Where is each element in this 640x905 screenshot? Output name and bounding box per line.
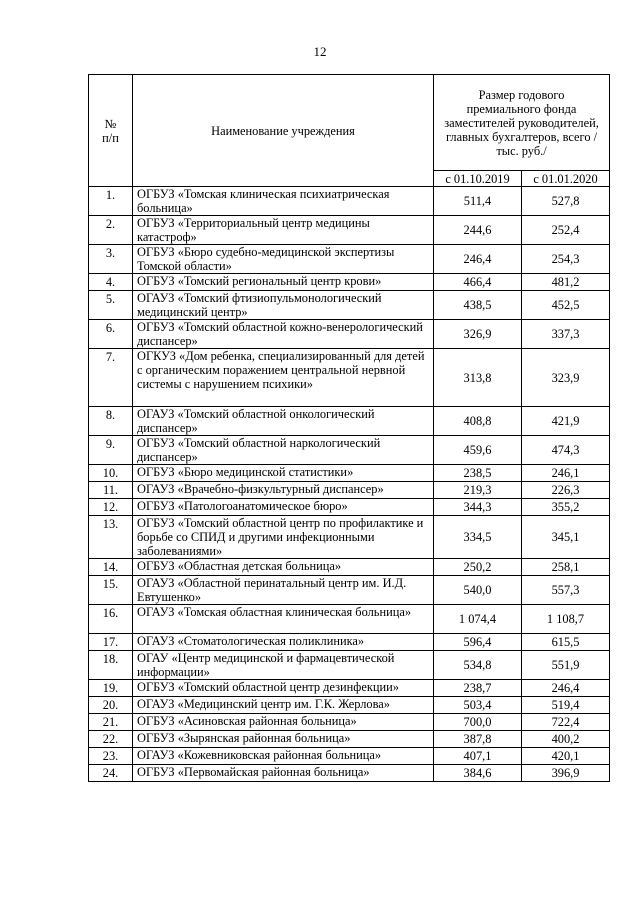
page-number: 12 xyxy=(313,44,327,59)
institution-name: ОГБУЗ «Территориальный центр медицины катастроф» xyxy=(133,216,434,245)
row-number: 20. xyxy=(89,697,133,714)
fund-2020: 420,1 xyxy=(522,748,610,765)
fund-2020: 519,4 xyxy=(522,697,610,714)
fund-2019: 387,8 xyxy=(434,731,522,748)
row-number: 10. xyxy=(89,465,133,482)
institution-name: ОГБУЗ «Областная детская больница» xyxy=(133,559,434,576)
row-number: 18. xyxy=(89,651,133,680)
table-row xyxy=(89,748,610,765)
fund-2019: 511,4 xyxy=(434,187,522,216)
fund-2019: 246,4 xyxy=(434,245,522,274)
institution-name: ОГБУЗ «Томский областной центр дезинфекции» xyxy=(133,680,434,697)
row-number: 3. xyxy=(89,245,133,274)
table-row xyxy=(89,245,610,274)
table-row xyxy=(89,765,610,782)
fund-2020: 551,9 xyxy=(522,651,610,680)
institution-name: ОГБУЗ «Первомайская районная больница» xyxy=(133,765,434,782)
fund-2019: 534,8 xyxy=(434,651,522,680)
row-number: 14. xyxy=(89,559,133,576)
fund-2019: 459,6 xyxy=(434,436,522,465)
fund-2019: 384,6 xyxy=(434,765,522,782)
fund-2020: 481,2 xyxy=(522,274,610,291)
row-number: 7. xyxy=(89,349,133,407)
row-number: 21. xyxy=(89,714,133,731)
institution-name: ОГБУЗ «Томский областной наркологический диспансер» xyxy=(133,436,434,465)
fund-2019: 219,3 xyxy=(434,482,522,499)
institution-name: ОГБУЗ «Томский областной центр по профилактике и борьбе со СПИД и другими инфекционными заболеваниями» xyxy=(133,516,434,559)
fund-2020: 396,9 xyxy=(522,765,610,782)
table-row xyxy=(89,559,610,576)
fund-2020: 345,1 xyxy=(522,516,610,559)
institution-name: ОГАУЗ «Стоматологическая поликлиника» xyxy=(133,634,434,651)
row-number: 8. xyxy=(89,407,133,436)
table-row xyxy=(89,349,610,407)
fund-2019: 408,8 xyxy=(434,407,522,436)
row-number: 15. xyxy=(89,576,133,605)
table-row xyxy=(89,187,610,216)
fund-2019: 466,4 xyxy=(434,274,522,291)
fund-2020: 246,1 xyxy=(522,465,610,482)
fund-2020: 258,1 xyxy=(522,559,610,576)
institution-name: ОГАУЗ «Томский областной онкологический диспансер» xyxy=(133,407,434,436)
fund-2020: 557,3 xyxy=(522,576,610,605)
table-row xyxy=(89,216,610,245)
fund-2019: 334,5 xyxy=(434,516,522,559)
table-row xyxy=(89,291,610,320)
table-row xyxy=(89,731,610,748)
fund-2020: 452,5 xyxy=(522,291,610,320)
table-row xyxy=(89,274,610,291)
table-row xyxy=(89,714,610,731)
table-row xyxy=(89,634,610,651)
fund-2019: 313,8 xyxy=(434,349,522,407)
fund-2019: 1 074,4 xyxy=(434,605,522,634)
row-number: 23. xyxy=(89,748,133,765)
institution-name: ОГБУЗ «Патологоанатомическое бюро» xyxy=(133,499,434,516)
premium-fund-table xyxy=(88,74,610,782)
fund-2020: 400,2 xyxy=(522,731,610,748)
table-row xyxy=(89,680,610,697)
table-row xyxy=(89,651,610,680)
header-number: № п/п xyxy=(89,75,133,187)
row-number: 19. xyxy=(89,680,133,697)
institution-name: ОГАУЗ «Врачебно-физкультурный диспансер» xyxy=(133,482,434,499)
fund-2019: 540,0 xyxy=(434,576,522,605)
table-row xyxy=(89,436,610,465)
row-number: 13. xyxy=(89,516,133,559)
table-header-row xyxy=(89,75,610,171)
institution-name: ОГБУЗ «Бюро судебно-медицинской экспертизы Томской области» xyxy=(133,245,434,274)
table-row xyxy=(89,516,610,559)
institution-name: ОГАУЗ «Кожевниковская районная больница» xyxy=(133,748,434,765)
table-row xyxy=(89,576,610,605)
institution-name: ОГБУЗ «Томская клиническая психиатрическая больница» xyxy=(133,187,434,216)
row-number: 12. xyxy=(89,499,133,516)
header-institution-name: Наименование учреждения xyxy=(133,75,434,187)
table-row xyxy=(89,697,610,714)
fund-2019: 344,3 xyxy=(434,499,522,516)
fund-2019: 438,5 xyxy=(434,291,522,320)
institution-name: ОГКУЗ «Дом ребенка, специализированный для детей с органическим поражением центральной нервной системы с нарушением психики» xyxy=(133,349,434,407)
table-row xyxy=(89,465,610,482)
fund-2019: 700,0 xyxy=(434,714,522,731)
institution-name: ОГАУЗ «Томский фтизиопульмонологический медицинский центр» xyxy=(133,291,434,320)
header-premium-fund: Размер годового премиального фонда заместителей руководителей, главных бухгалтеров, всего /тыс. руб./ xyxy=(434,75,610,171)
row-number: 6. xyxy=(89,320,133,349)
fund-2020: 527,8 xyxy=(522,187,610,216)
fund-2020: 323,9 xyxy=(522,349,610,407)
header-date-2020: с 01.01.2020 xyxy=(522,171,610,187)
row-number: 9. xyxy=(89,436,133,465)
fund-2020: 355,2 xyxy=(522,499,610,516)
table-row xyxy=(89,320,610,349)
institution-name: ОГАУ «Центр медицинской и фармацевтической информации» xyxy=(133,651,434,680)
institution-name: ОГБУЗ «Асиновская районная больница» xyxy=(133,714,434,731)
fund-2020: 474,3 xyxy=(522,436,610,465)
fund-2019: 244,6 xyxy=(434,216,522,245)
institution-name: ОГБУЗ «Томский областной кожно-венерологический диспансер» xyxy=(133,320,434,349)
fund-2020: 1 108,7 xyxy=(522,605,610,634)
institution-name: ОГБУЗ «Зырянская районная больница» xyxy=(133,731,434,748)
institution-name: ОГАУЗ «Медицинский центр им. Г.К. Жерлова» xyxy=(133,697,434,714)
row-number: 1. xyxy=(89,187,133,216)
row-number: 4. xyxy=(89,274,133,291)
table-row xyxy=(89,407,610,436)
table-row xyxy=(89,482,610,499)
fund-2020: 421,9 xyxy=(522,407,610,436)
row-number: 22. xyxy=(89,731,133,748)
table-row xyxy=(89,499,610,516)
row-number: 5. xyxy=(89,291,133,320)
fund-2020: 337,3 xyxy=(522,320,610,349)
row-number: 11. xyxy=(89,482,133,499)
fund-2019: 407,1 xyxy=(434,748,522,765)
fund-2020: 226,3 xyxy=(522,482,610,499)
row-number: 17. xyxy=(89,634,133,651)
fund-2019: 503,4 xyxy=(434,697,522,714)
institution-name: ОГАУЗ «Томская областная клиническая больница» xyxy=(133,605,434,634)
fund-2020: 615,5 xyxy=(522,634,610,651)
fund-2019: 250,2 xyxy=(434,559,522,576)
table-body xyxy=(89,187,610,782)
fund-2020: 252,4 xyxy=(522,216,610,245)
table-row xyxy=(89,605,610,634)
fund-2020: 722,4 xyxy=(522,714,610,731)
fund-2019: 238,7 xyxy=(434,680,522,697)
header-date-2019: с 01.10.2019 xyxy=(434,171,522,187)
row-number: 24. xyxy=(89,765,133,782)
fund-2020: 254,3 xyxy=(522,245,610,274)
fund-2019: 238,5 xyxy=(434,465,522,482)
institution-name: ОГАУЗ «Областной перинатальный центр им. И.Д. Евтушенко» xyxy=(133,576,434,605)
row-number: 16. xyxy=(89,605,133,634)
row-number: 2. xyxy=(89,216,133,245)
fund-2020: 246,4 xyxy=(522,680,610,697)
fund-2019: 596,4 xyxy=(434,634,522,651)
fund-2019: 326,9 xyxy=(434,320,522,349)
institution-name: ОГБУЗ «Томский региональный центр крови» xyxy=(133,274,434,291)
institution-name: ОГБУЗ «Бюро медицинской статистики» xyxy=(133,465,434,482)
